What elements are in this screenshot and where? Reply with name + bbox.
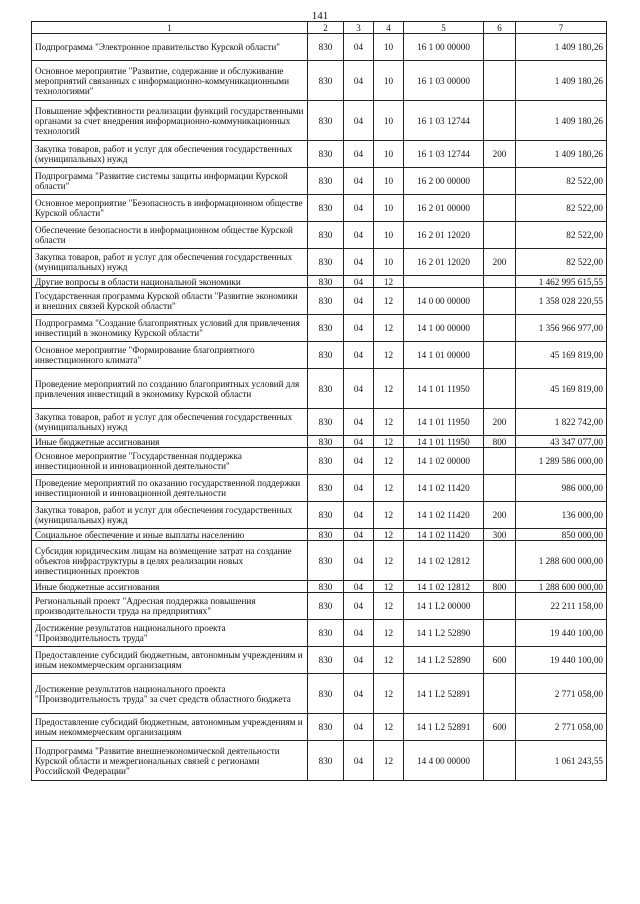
cell-csr (404, 276, 484, 288)
cell-name: Обеспечение безопасности в информационном обществе Курской области (32, 222, 308, 249)
cell-vr: 300 (484, 529, 516, 541)
cell-name: Государственная программа Курской области "Развитие экономики и внешних связей Курской области" (32, 288, 308, 315)
cell-csr: 14 1 01 11950 (404, 369, 484, 409)
cell-csr: 16 1 03 12744 (404, 141, 484, 168)
table-row (32, 369, 607, 409)
cell-name: Проведение мероприятий по созданию благоприятных условий для привлечения инвестиций в экономику Курской области (32, 369, 308, 409)
cell-sum: 1 409 180,26 (516, 34, 607, 61)
table-row (32, 222, 607, 249)
cell-csr: 16 1 03 00000 (404, 61, 484, 101)
cell-pr: 12 (374, 436, 404, 448)
table-row (32, 674, 607, 714)
cell-vr (484, 168, 516, 195)
column-header: 1 (32, 22, 308, 34)
cell-csr: 16 1 03 12744 (404, 101, 484, 141)
cell-sum: 1 822 742,00 (516, 409, 607, 436)
cell-name: Основное мероприятие "Безопасность в информационном обществе Курской области" (32, 195, 308, 222)
table-row (32, 101, 607, 141)
cell-csr: 14 1 02 00000 (404, 448, 484, 475)
cell-rz: 04 (344, 741, 374, 781)
cell-vr (484, 674, 516, 714)
cell-rz: 04 (344, 249, 374, 276)
cell-sum: 43 347 077,00 (516, 436, 607, 448)
cell-rz: 04 (344, 315, 374, 342)
cell-vr (484, 315, 516, 342)
cell-gr: 830 (308, 101, 344, 141)
cell-vr: 200 (484, 502, 516, 529)
cell-pr: 12 (374, 529, 404, 541)
cell-name: Основное мероприятие "Развитие, содержание и обслуживание мероприятий связанных с информационно-коммуникационными технологиями" (32, 61, 308, 101)
cell-sum: 986 000,00 (516, 475, 607, 502)
cell-gr: 830 (308, 448, 344, 475)
cell-rz: 04 (344, 288, 374, 315)
cell-sum: 1 409 180,26 (516, 141, 607, 168)
cell-pr: 12 (374, 541, 404, 581)
cell-pr: 12 (374, 342, 404, 369)
cell-rz: 04 (344, 222, 374, 249)
cell-rz: 04 (344, 409, 374, 436)
table-row (32, 436, 607, 448)
cell-pr: 10 (374, 195, 404, 222)
cell-vr: 600 (484, 714, 516, 741)
cell-rz: 04 (344, 436, 374, 448)
cell-sum: 82 522,00 (516, 222, 607, 249)
cell-gr: 830 (308, 541, 344, 581)
cell-pr: 12 (374, 475, 404, 502)
cell-gr: 830 (308, 195, 344, 222)
cell-pr: 12 (374, 409, 404, 436)
cell-csr: 16 2 01 12020 (404, 222, 484, 249)
cell-csr: 14 1 01 11950 (404, 409, 484, 436)
cell-gr: 830 (308, 276, 344, 288)
cell-pr: 12 (374, 502, 404, 529)
cell-gr: 830 (308, 502, 344, 529)
table-row (32, 342, 607, 369)
cell-name: Подпрограмма "Электронное правительство Курской области" (32, 34, 308, 61)
table-row (32, 141, 607, 168)
column-header: 7 (516, 22, 607, 34)
page-number: 141 (311, 10, 329, 22)
table-row (32, 620, 607, 647)
cell-name: Подпрограмма "Развитие внешнеэкономической деятельности Курской области и межрегиональных связей с регионами Российской Федерации" (32, 741, 308, 781)
cell-vr (484, 195, 516, 222)
cell-rz: 04 (344, 61, 374, 101)
cell-rz: 04 (344, 714, 374, 741)
cell-gr: 830 (308, 369, 344, 409)
table-row (32, 409, 607, 436)
cell-rz: 04 (344, 195, 374, 222)
cell-pr: 12 (374, 448, 404, 475)
cell-vr (484, 593, 516, 620)
cell-name: Достижение результатов национального проекта "Производительность труда" за счет средств областного бюджета (32, 674, 308, 714)
cell-gr: 830 (308, 647, 344, 674)
table-row (32, 714, 607, 741)
table-row (32, 502, 607, 529)
cell-sum: 136 000,00 (516, 502, 607, 529)
cell-pr: 12 (374, 593, 404, 620)
cell-sum: 19 440 100,00 (516, 620, 607, 647)
cell-csr: 14 1 L2 00000 (404, 593, 484, 620)
table-row (32, 593, 607, 620)
cell-vr (484, 620, 516, 647)
cell-sum: 1 289 586 000,00 (516, 448, 607, 475)
cell-pr: 12 (374, 276, 404, 288)
table-row (32, 448, 607, 475)
budget-table (31, 21, 607, 781)
cell-csr: 14 0 00 00000 (404, 288, 484, 315)
cell-pr: 10 (374, 141, 404, 168)
cell-gr: 830 (308, 620, 344, 647)
cell-sum: 1 409 180,26 (516, 61, 607, 101)
cell-rz: 04 (344, 620, 374, 647)
cell-name: Иные бюджетные ассигнования (32, 436, 308, 448)
cell-rz: 04 (344, 276, 374, 288)
cell-vr: 800 (484, 581, 516, 593)
cell-pr: 10 (374, 101, 404, 141)
cell-pr: 12 (374, 369, 404, 409)
table-row (32, 168, 607, 195)
cell-name: Региональный проект "Адресная поддержка повышения производительности труда на предприятиях" (32, 593, 308, 620)
cell-sum: 1 356 966 977,00 (516, 315, 607, 342)
cell-name: Иные бюджетные ассигнования (32, 581, 308, 593)
cell-sum: 1 409 180,26 (516, 101, 607, 141)
cell-gr: 830 (308, 315, 344, 342)
table-row (32, 529, 607, 541)
cell-rz: 04 (344, 502, 374, 529)
table-row (32, 34, 607, 61)
cell-name: Социальное обеспечение и иные выплаты населению (32, 529, 308, 541)
cell-vr (484, 61, 516, 101)
cell-rz: 04 (344, 34, 374, 61)
cell-name: Предоставление субсидий бюджетным, автономным учреждениям и иным некоммерческим организациям (32, 647, 308, 674)
cell-csr: 14 1 L2 52890 (404, 647, 484, 674)
table-row (32, 61, 607, 101)
cell-rz: 04 (344, 674, 374, 714)
cell-csr: 14 1 02 12812 (404, 541, 484, 581)
cell-name: Субсидия юридическим лицам на возмещение затрат на создание объектов инфраструктуры в целях реализации новых инвестиционных проектов (32, 541, 308, 581)
cell-vr (484, 276, 516, 288)
cell-gr: 830 (308, 342, 344, 369)
cell-sum: 850 000,00 (516, 529, 607, 541)
cell-sum: 1 358 028 220,55 (516, 288, 607, 315)
cell-csr: 14 1 01 11950 (404, 436, 484, 448)
cell-rz: 04 (344, 647, 374, 674)
cell-sum: 2 771 058,00 (516, 714, 607, 741)
cell-rz: 04 (344, 141, 374, 168)
cell-vr (484, 541, 516, 581)
cell-name: Закупка товаров, работ и услуг для обеспечения государственных (муниципальных) нужд (32, 409, 308, 436)
cell-gr: 830 (308, 34, 344, 61)
cell-sum: 19 440 100,00 (516, 647, 607, 674)
cell-rz: 04 (344, 593, 374, 620)
cell-name: Повышение эффективности реализации функций государственными органами за счет внедрения информационно-коммуникационных технологий (32, 101, 308, 141)
cell-sum: 45 169 819,00 (516, 369, 607, 409)
cell-gr: 830 (308, 288, 344, 315)
cell-gr: 830 (308, 529, 344, 541)
cell-name: Проведение мероприятий по оказанию государственной поддержки инвестиционной и инновационной деятельности (32, 475, 308, 502)
cell-sum: 1 288 600 000,00 (516, 541, 607, 581)
cell-gr: 830 (308, 61, 344, 101)
column-header: 4 (374, 22, 404, 34)
cell-pr: 10 (374, 61, 404, 101)
cell-rz: 04 (344, 541, 374, 581)
cell-gr: 830 (308, 436, 344, 448)
cell-vr (484, 741, 516, 781)
cell-sum: 45 169 819,00 (516, 342, 607, 369)
cell-vr (484, 101, 516, 141)
cell-rz: 04 (344, 342, 374, 369)
cell-pr: 10 (374, 168, 404, 195)
table-row (32, 475, 607, 502)
cell-pr: 12 (374, 315, 404, 342)
cell-vr (484, 448, 516, 475)
table-row (32, 195, 607, 222)
cell-pr: 12 (374, 647, 404, 674)
cell-name: Подпрограмма "Развитие системы защиты информации Курской области" (32, 168, 308, 195)
table-row (32, 581, 607, 593)
cell-name: Другие вопросы в области национальной экономики (32, 276, 308, 288)
cell-gr: 830 (308, 593, 344, 620)
cell-name: Основное мероприятие "Формирование благоприятного инвестиционного климата" (32, 342, 308, 369)
cell-pr: 12 (374, 714, 404, 741)
cell-sum: 2 771 058,00 (516, 674, 607, 714)
cell-csr: 14 1 L2 52891 (404, 674, 484, 714)
cell-csr: 16 1 00 00000 (404, 34, 484, 61)
cell-csr: 16 2 01 00000 (404, 195, 484, 222)
cell-name: Закупка товаров, работ и услуг для обеспечения государственных (муниципальных) нужд (32, 141, 308, 168)
cell-pr: 12 (374, 741, 404, 781)
cell-rz: 04 (344, 369, 374, 409)
column-header: 2 (308, 22, 344, 34)
cell-rz: 04 (344, 168, 374, 195)
cell-name: Достижение результатов национального проекта "Производительность труда" (32, 620, 308, 647)
cell-sum: 82 522,00 (516, 168, 607, 195)
cell-vr (484, 342, 516, 369)
cell-vr (484, 369, 516, 409)
cell-name: Подпрограмма "Создание благоприятных условий для привлечения инвестиций в экономику Курской области" (32, 315, 308, 342)
cell-gr: 830 (308, 741, 344, 781)
cell-sum: 22 211 158,00 (516, 593, 607, 620)
cell-csr: 14 4 00 00000 (404, 741, 484, 781)
cell-pr: 10 (374, 222, 404, 249)
cell-vr: 200 (484, 141, 516, 168)
cell-gr: 830 (308, 168, 344, 195)
cell-rz: 04 (344, 448, 374, 475)
cell-vr: 600 (484, 647, 516, 674)
cell-vr (484, 475, 516, 502)
column-header: 5 (404, 22, 484, 34)
table-row (32, 288, 607, 315)
cell-rz: 04 (344, 475, 374, 502)
cell-csr: 14 1 02 12812 (404, 581, 484, 593)
cell-gr: 830 (308, 475, 344, 502)
table-row (32, 741, 607, 781)
cell-rz: 04 (344, 529, 374, 541)
cell-pr: 10 (374, 249, 404, 276)
cell-rz: 04 (344, 581, 374, 593)
cell-name: Основное мероприятие "Государственная поддержка инвестиционной и инновационной деятельности" (32, 448, 308, 475)
cell-gr: 830 (308, 714, 344, 741)
cell-csr: 14 1 02 11420 (404, 475, 484, 502)
cell-vr (484, 288, 516, 315)
cell-csr: 16 2 00 00000 (404, 168, 484, 195)
cell-gr: 830 (308, 222, 344, 249)
header-row (32, 22, 607, 34)
cell-sum: 1 288 600 000,00 (516, 581, 607, 593)
cell-sum: 82 522,00 (516, 195, 607, 222)
cell-vr (484, 34, 516, 61)
cell-pr: 12 (374, 288, 404, 315)
cell-name: Предоставление субсидий бюджетным, автономным учреждениям и иным некоммерческим организациям (32, 714, 308, 741)
cell-gr: 830 (308, 249, 344, 276)
cell-csr: 14 1 02 11420 (404, 529, 484, 541)
table-row (32, 647, 607, 674)
cell-pr: 12 (374, 674, 404, 714)
table-row (32, 276, 607, 288)
cell-gr: 830 (308, 409, 344, 436)
cell-csr: 14 1 01 00000 (404, 342, 484, 369)
cell-sum: 82 522,00 (516, 249, 607, 276)
cell-sum: 1 061 243,55 (516, 741, 607, 781)
cell-pr: 12 (374, 620, 404, 647)
cell-name: Закупка товаров, работ и услуг для обеспечения государственных (муниципальных) нужд (32, 502, 308, 529)
cell-csr: 14 1 L2 52891 (404, 714, 484, 741)
column-header: 6 (484, 22, 516, 34)
cell-vr: 200 (484, 249, 516, 276)
column-header: 3 (344, 22, 374, 34)
cell-csr: 14 1 L2 52890 (404, 620, 484, 647)
cell-csr: 16 2 01 12020 (404, 249, 484, 276)
cell-pr: 10 (374, 34, 404, 61)
cell-gr: 830 (308, 581, 344, 593)
cell-vr: 800 (484, 436, 516, 448)
cell-csr: 14 1 02 11420 (404, 502, 484, 529)
cell-rz: 04 (344, 101, 374, 141)
table-row (32, 249, 607, 276)
cell-gr: 830 (308, 141, 344, 168)
cell-sum: 1 462 995 615,55 (516, 276, 607, 288)
table-row (32, 315, 607, 342)
cell-csr: 14 1 00 00000 (404, 315, 484, 342)
table-row (32, 541, 607, 581)
cell-pr: 12 (374, 581, 404, 593)
cell-vr: 200 (484, 409, 516, 436)
cell-gr: 830 (308, 674, 344, 714)
cell-vr (484, 222, 516, 249)
cell-name: Закупка товаров, работ и услуг для обеспечения государственных (муниципальных) нужд (32, 249, 308, 276)
